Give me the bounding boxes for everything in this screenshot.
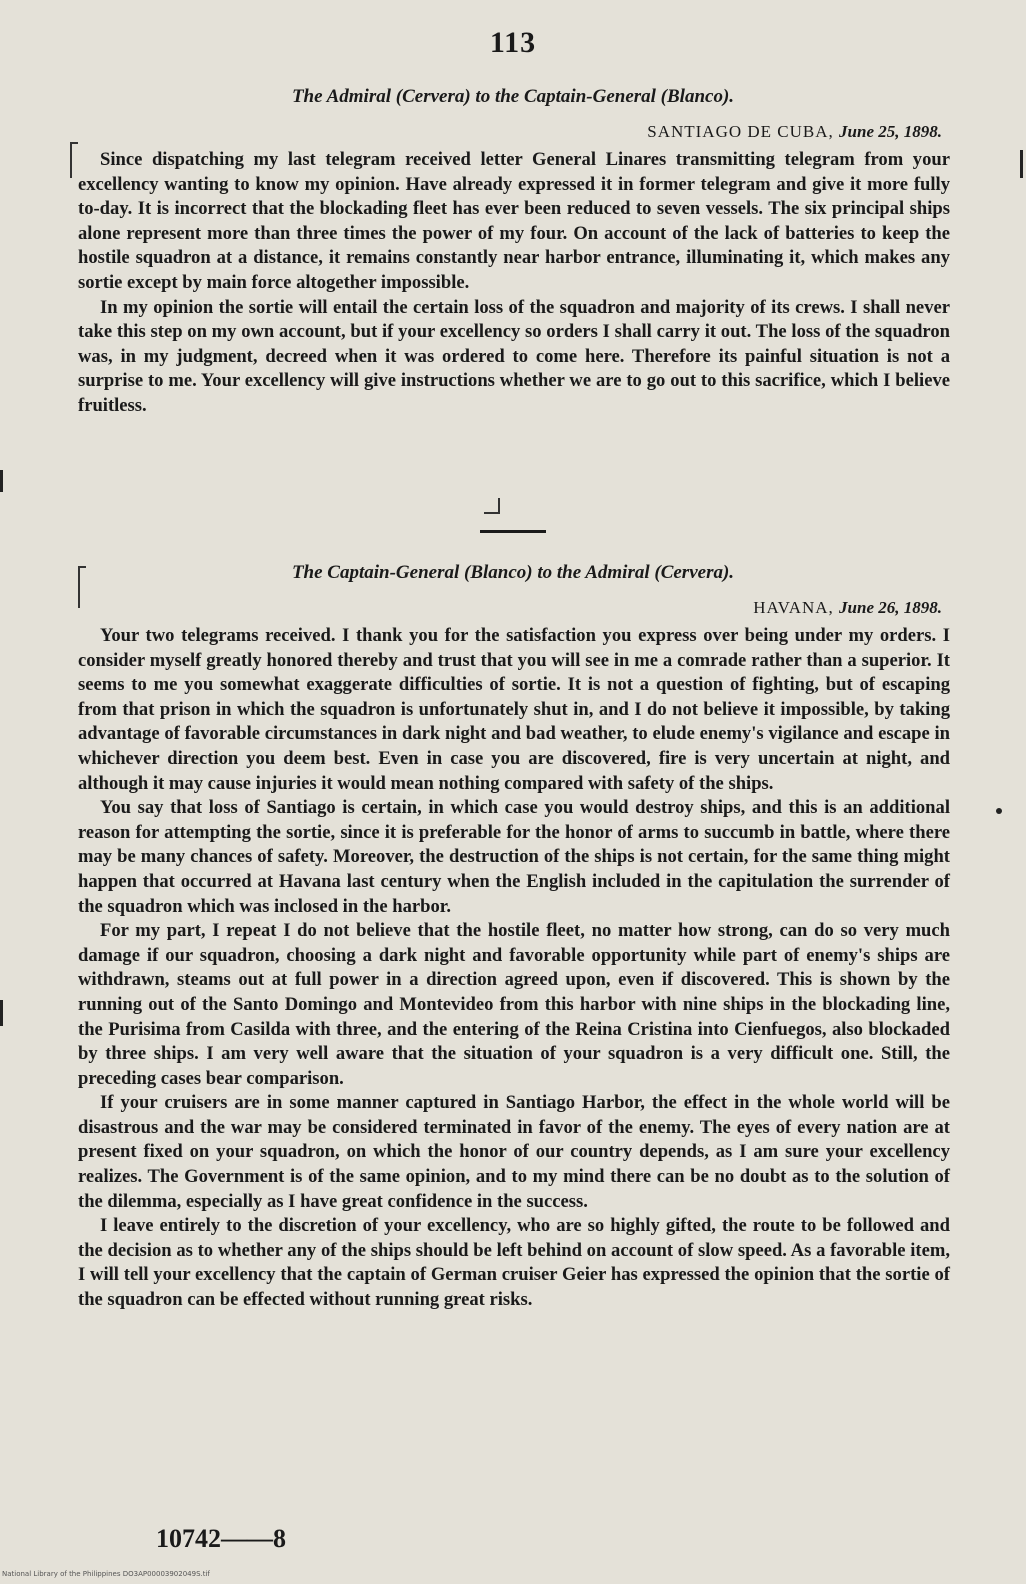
section2-paragraph-5: I leave entirely to the discretion of your excellency, who are so highly gifted, the route to be followed and the decision as to whether any of the ships should be left behind on account of slow speed. As a favorable item, I will tell your excellency that the captain of German cruiser Geier has expressed the opinion that the sortie of the squadron can be effected without running great risks.: [78, 1215, 950, 1311]
section2-paragraph-3: For my part, I repeat I do not believe that the hostile fleet, no matter how strong, can do so very much damage if our squadron, choosing a dark night and favorable opportunity while part of enemy's ships are withdrawn, steams out at full power in a direction agreed upon, even if discovered. This is shown by the running out of the Santo Domingo and Montevideo from this harbor with nine ships in the blockading line, the Purisima from Casilda with three, and the entering of the Reina Cristina into Cienfuegos, also blockaded by three ships. I am very well aware that the situation of your squadron is a very difficult one. Still, the preceding cases bear comparison.: [78, 920, 950, 1089]
section2-paragraph-1: Your two telegrams received. I thank you for the satisfaction you express over being under my orders. I consider myself greatly honored thereby and trust that you will see in me a comrade rather than a superior. It seems to me you somewhat exaggerate difficulties of sortie. It is not a question of fighting, but of escaping from that prison in which the squadron is unfortunately shut in, and I do not believe it impossible, by taking advantage of favorable circumstances in dark night and bad weather, to elude enemy's vigilance and escape in whichever direction you deem best. Even in case you are discovered, fire is very uncertain at night, and although it may cause injuries it would mean nothing compared with safety of the ships.: [78, 625, 950, 794]
margin-bracket-close: [484, 498, 500, 514]
edge-mark-left: [0, 470, 3, 492]
section2-date: June 26, 1898.: [839, 598, 942, 617]
section1-place: SANTIAGO DE CUBA,: [647, 122, 834, 141]
section1-paragraph-2: In my opinion the sortie will entail the certain loss of the squadron and majority of its crews. I shall never take this step on my own account, but if your excellency so orders I shall carry it out. The loss of the squadron was, in my judgment, decreed when it was ordered to come here. Therefore its painful situation is not a surprise to me. Your excellency will give instructions whether we are to go out to this sacrifice, which I believe fruitless.: [78, 296, 950, 416]
section2-paragraph-4: If your cruisers are in some manner captured in Santiago Harbor, the effect in the whole world will be disastrous and the war may be considered terminated in favor of the enemy. The eyes of every nation are at present fixed on your squadron, on which the honor of our country depends, as I am sure your excellency realizes. The Government is of the same opinion, and to my mind there can be no doubt as to the solution of the dilemma, especially as I have great confidence in the success.: [78, 1092, 950, 1212]
edge-mark-left-2: [0, 1000, 3, 1026]
edge-dot: [996, 808, 1002, 814]
section2-heading: The Captain-General (Blanco) to the Admiral (Cervera).: [291, 562, 735, 583]
section1-heading: The Admiral (Cervera) to the Captain-General (Blanco).: [291, 86, 735, 107]
edge-mark-right: [1020, 150, 1023, 178]
footer-signature: 10742——8: [156, 1524, 286, 1553]
margin-bracket-open-2: [78, 566, 86, 608]
section2-body: [78, 624, 950, 1313]
page-number: 113: [489, 26, 537, 59]
margin-bracket-open: [70, 142, 78, 178]
section1-dateline: [647, 122, 942, 142]
section1-body: [78, 148, 950, 419]
section2-place: HAVANA,: [753, 598, 834, 617]
section-divider: [480, 530, 546, 533]
section1-date: June 25, 1898.: [839, 122, 942, 141]
section2-dateline: [753, 598, 942, 618]
section1-paragraph-1: Since dispatching my last telegram received letter General Linares transmitting telegram from your excellency wanting to know my opinion. Have already expressed it in former telegram and give it more fully to-day. It is incorrect that the blockading fleet has ever been reduced to seven vessels. The six principal ships alone represent more than three times the power of my four. On account of the lack of batteries to keep the hostile squadron at a distance, it remains constantly near harbor entrance, illuminating it, which makes any sortie except by main force altogether impossible.: [78, 149, 950, 293]
footer-credit: National Library of the Philippines DO3AP00003902049S.tif: [2, 1570, 210, 1578]
section2-paragraph-2: You say that loss of Santiago is certain, in which case you would destroy ships, and this is an additional reason for attempting the sortie, since it is preferable for the honor of arms to succumb in battle, where there may be many chances of safety. Moreover, the destruction of the ships is not certain, for the same thing might happen that occurred at Havana last century when the English included in the capitulation the surrender of the squadron which was inclosed in the harbor.: [78, 797, 950, 917]
